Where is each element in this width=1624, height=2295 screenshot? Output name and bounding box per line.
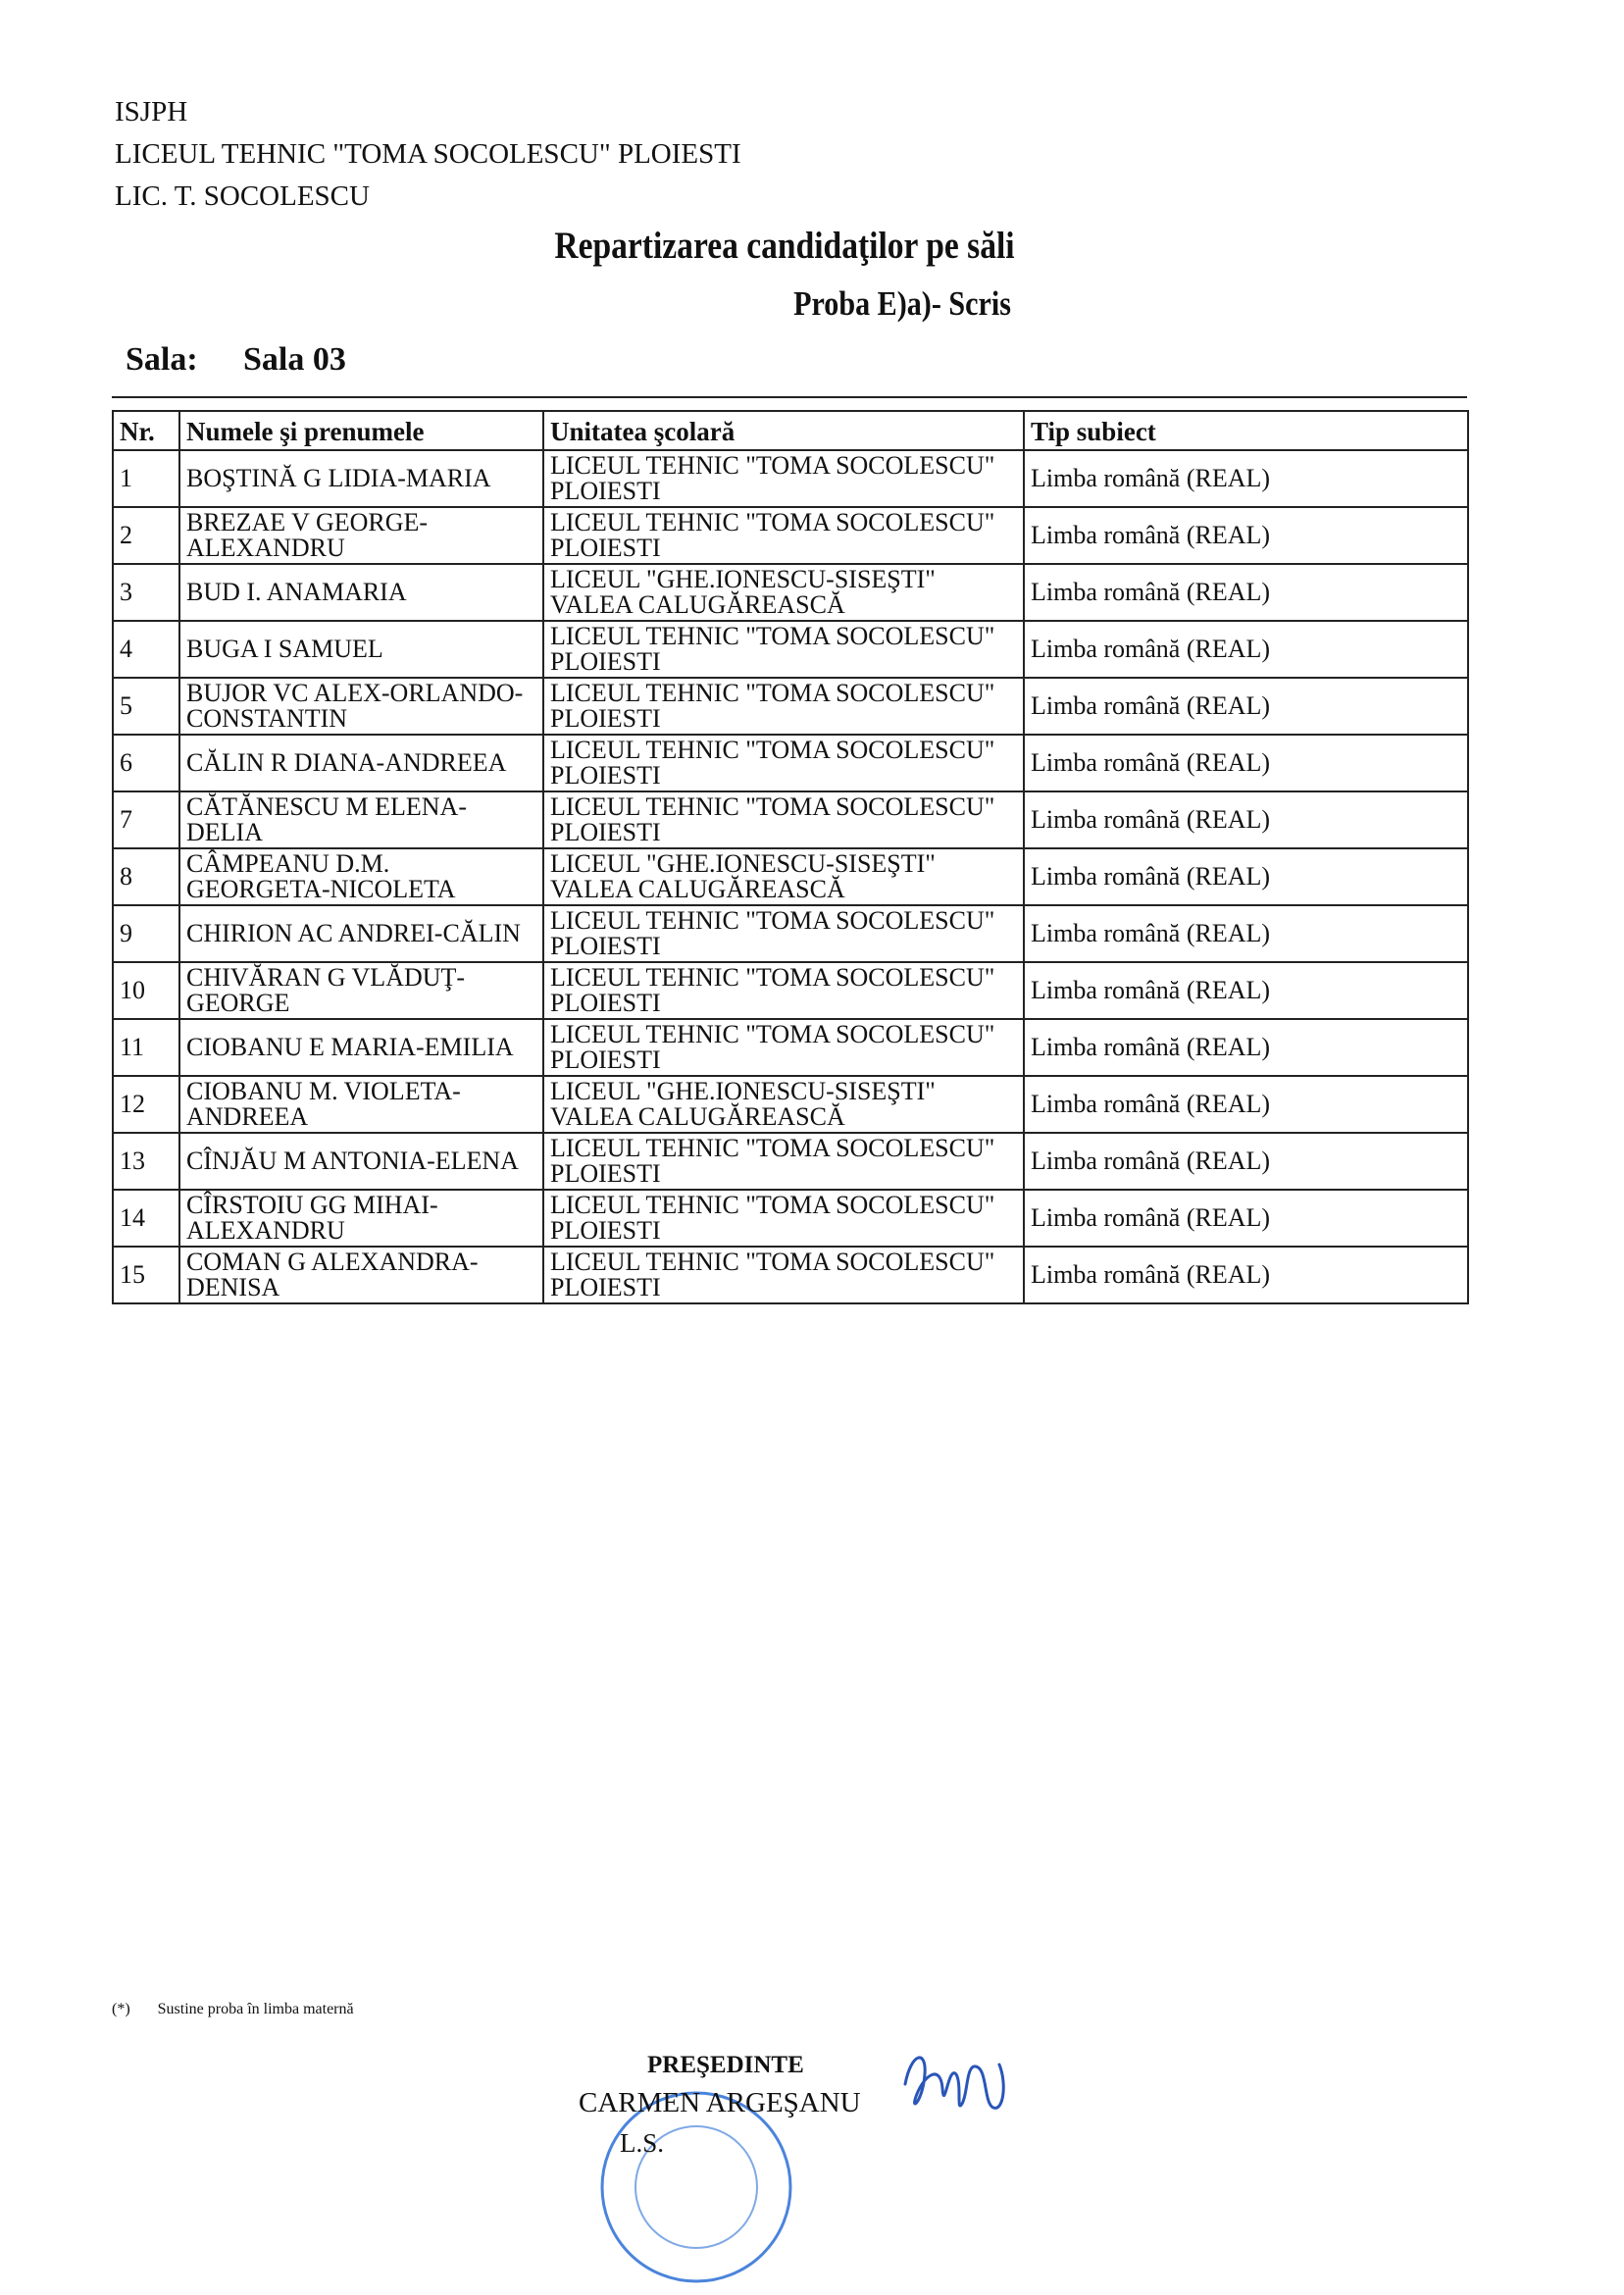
table-row xyxy=(113,678,1468,735)
cell-subject: Limba română (REAL) xyxy=(1024,1076,1468,1133)
table-row xyxy=(113,1247,1468,1303)
table-row xyxy=(113,962,1468,1019)
cell-nr: 5 xyxy=(113,678,179,735)
column-header-name: Numele şi prenumele xyxy=(179,411,543,450)
table-row xyxy=(113,564,1468,621)
cell-nr: 2 xyxy=(113,507,179,564)
header-inspectorate: ISJPH xyxy=(115,96,188,128)
document-title: Repartizarea candidaţilor pe săli xyxy=(554,225,1015,267)
cell-nr: 7 xyxy=(113,791,179,848)
cell-name: COMAN G ALEXANDRA-DENISA xyxy=(179,1247,543,1303)
cell-name: CHIVĂRAN G VLĂDUŢ-GEORGE xyxy=(179,962,543,1019)
cell-nr: 6 xyxy=(113,735,179,791)
cell-school: LICEUL "GHE.IONESCU-SISEŞTI" VALEA CALUGĂREASCĂ xyxy=(543,848,1024,905)
table-header-row xyxy=(113,411,1468,450)
table-row xyxy=(113,1133,1468,1190)
cell-subject: Limba română (REAL) xyxy=(1024,848,1468,905)
cell-name: BREZAE V GEORGE-ALEXANDRU xyxy=(179,507,543,564)
column-header-school: Unitatea şcolară xyxy=(543,411,1024,450)
footnote xyxy=(112,2001,354,2018)
cell-school: LICEUL TEHNIC "TOMA SOCOLESCU" PLOIESTI xyxy=(543,450,1024,507)
cell-subject: Limba română (REAL) xyxy=(1024,791,1468,848)
cell-name: CÎNJĂU M ANTONIA-ELENA xyxy=(179,1133,543,1190)
cell-subject: Limba română (REAL) xyxy=(1024,564,1468,621)
table-row xyxy=(113,848,1468,905)
cell-school: LICEUL TEHNIC "TOMA SOCOLESCU" PLOIESTI xyxy=(543,962,1024,1019)
top-divider xyxy=(112,396,1467,398)
footnote-text: Sustine proba în limba maternă xyxy=(157,2001,354,2017)
table-row xyxy=(113,1076,1468,1133)
room-label: Sala: xyxy=(126,341,198,378)
table-row xyxy=(113,450,1468,507)
ls-mark: L.S. xyxy=(620,2128,665,2158)
cell-nr: 12 xyxy=(113,1076,179,1133)
cell-name: CÎRSTOIU GG MIHAI-ALEXANDRU xyxy=(179,1190,543,1247)
document-subtitle: Proba E)a)- Scris xyxy=(793,284,1011,323)
cell-subject: Limba română (REAL) xyxy=(1024,621,1468,678)
cell-subject: Limba română (REAL) xyxy=(1024,1019,1468,1076)
cell-nr: 13 xyxy=(113,1133,179,1190)
cell-school: LICEUL "GHE.IONESCU-SISEŞTI" VALEA CALUGĂREASCĂ xyxy=(543,564,1024,621)
cell-subject: Limba română (REAL) xyxy=(1024,962,1468,1019)
cell-school: LICEUL TEHNIC "TOMA SOCOLESCU" PLOIESTI xyxy=(543,1019,1024,1076)
cell-subject: Limba română (REAL) xyxy=(1024,678,1468,735)
cell-school: LICEUL "GHE.IONESCU-SISEŞTI" VALEA CALUGĂREASCĂ xyxy=(543,1076,1024,1133)
president-name: CARMEN ARGEŞANU xyxy=(579,2087,861,2118)
cell-name: CĂLIN R DIANA-ANDREEA xyxy=(179,735,543,791)
cell-school: LICEUL TEHNIC "TOMA SOCOLESCU" PLOIESTI xyxy=(543,791,1024,848)
cell-name: BOŞTINĂ G LIDIA-MARIA xyxy=(179,450,543,507)
cell-name: CIOBANU E MARIA-EMILIA xyxy=(179,1019,543,1076)
cell-nr: 3 xyxy=(113,564,179,621)
column-header-subject: Tip subiect xyxy=(1024,411,1468,450)
table-row xyxy=(113,735,1468,791)
table-row xyxy=(113,621,1468,678)
cell-school: LICEUL TEHNIC "TOMA SOCOLESCU" PLOIESTI xyxy=(543,1190,1024,1247)
column-header-nr: Nr. xyxy=(113,411,179,450)
cell-school: LICEUL TEHNIC "TOMA SOCOLESCU" PLOIESTI xyxy=(543,678,1024,735)
cell-name: BUGA I SAMUEL xyxy=(179,621,543,678)
room-value: Sala 03 xyxy=(243,341,346,378)
cell-name: CÂMPEANU D.M. GEORGETA-NICOLETA xyxy=(179,848,543,905)
cell-subject: Limba română (REAL) xyxy=(1024,905,1468,962)
table-row xyxy=(113,791,1468,848)
president-title: PREŞEDINTE xyxy=(647,2052,804,2078)
table-row xyxy=(113,1190,1468,1247)
cell-school: LICEUL TEHNIC "TOMA SOCOLESCU" PLOIESTI xyxy=(543,1133,1024,1190)
cell-name: CĂTĂNESCU M ELENA-DELIA xyxy=(179,791,543,848)
cell-nr: 8 xyxy=(113,848,179,905)
table-row xyxy=(113,905,1468,962)
cell-school: LICEUL TEHNIC "TOMA SOCOLESCU" PLOIESTI xyxy=(543,735,1024,791)
cell-nr: 9 xyxy=(113,905,179,962)
handwritten-signature xyxy=(897,2045,1015,2133)
cell-nr: 1 xyxy=(113,450,179,507)
cell-subject: Limba română (REAL) xyxy=(1024,1190,1468,1247)
cell-nr: 10 xyxy=(113,962,179,1019)
cell-subject: Limba română (REAL) xyxy=(1024,735,1468,791)
cell-nr: 11 xyxy=(113,1019,179,1076)
footnote-marker: (*) xyxy=(112,2001,130,2017)
cell-school: LICEUL TEHNIC "TOMA SOCOLESCU" PLOIESTI xyxy=(543,905,1024,962)
cell-name: CIOBANU M. VIOLETA-ANDREEA xyxy=(179,1076,543,1133)
header-school-short: LIC. T. SOCOLESCU xyxy=(115,180,370,212)
header-block xyxy=(115,91,741,218)
cell-subject: Limba română (REAL) xyxy=(1024,1247,1468,1303)
cell-nr: 14 xyxy=(113,1190,179,1247)
table-row xyxy=(113,507,1468,564)
candidates-table xyxy=(112,410,1469,1304)
header-school-name: LICEUL TEHNIC "TOMA SOCOLESCU" PLOIESTI xyxy=(115,138,741,170)
cell-nr: 4 xyxy=(113,621,179,678)
cell-nr: 15 xyxy=(113,1247,179,1303)
cell-name: BUJOR VC ALEX-ORLANDO-CONSTANTIN xyxy=(179,678,543,735)
table-row xyxy=(113,1019,1468,1076)
cell-school: LICEUL TEHNIC "TOMA SOCOLESCU" PLOIESTI xyxy=(543,507,1024,564)
cell-subject: Limba română (REAL) xyxy=(1024,507,1468,564)
cell-name: CHIRION AC ANDREI-CĂLIN xyxy=(179,905,543,962)
cell-school: LICEUL TEHNIC "TOMA SOCOLESCU" PLOIESTI xyxy=(543,1247,1024,1303)
cell-subject: Limba română (REAL) xyxy=(1024,450,1468,507)
cell-school: LICEUL TEHNIC "TOMA SOCOLESCU" PLOIESTI xyxy=(543,621,1024,678)
cell-subject: Limba română (REAL) xyxy=(1024,1133,1468,1190)
cell-name: BUD I. ANAMARIA xyxy=(179,564,543,621)
